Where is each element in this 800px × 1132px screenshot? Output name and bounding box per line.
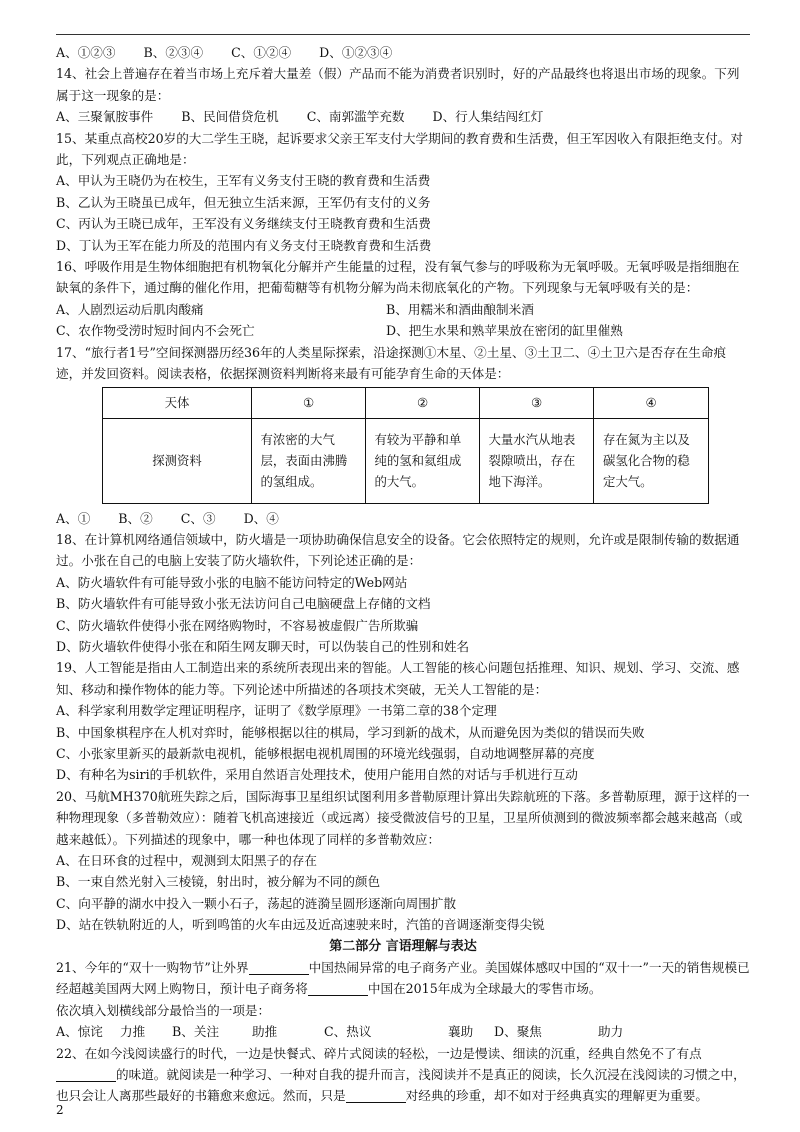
cell-text: 存在氮为主以及碳氢化合物的稳定大气。	[603, 432, 690, 489]
stem-text: 21、今年的“双十一购物节”让外界	[56, 960, 249, 976]
option: A、三聚氰胺事件	[56, 109, 154, 125]
q17-stem: 17、“旅行者1号”空间探测器历经36年的人类星际探索，沿途探测①木星、②土星、③土卫二、④土卫六是否存在生命痕迹，并发回资料。阅读表格，依据探测资料判断将来最有可能孕育生命的天体是：	[56, 344, 727, 382]
q18-stem: 18、在计算机网络通信领域中，防火墙是一项协助确保信息安全的设备。它会依照特定的规则，允许或是限制传输的数据通过。小张在自己的电脑上安装了防火墙软件，下列论述正确的是：	[56, 531, 740, 569]
option: B、②	[118, 510, 153, 526]
option: C、向平静的湖水中投入一颗小石子，荡起的涟漪呈圆形逐渐向周围扩散	[56, 895, 457, 911]
option: A、科学家利用数学定理证明程序，证明了《数学原理》一书第二章的38个定理	[56, 703, 497, 719]
fill-blank	[249, 960, 309, 975]
option: C、热议	[324, 1024, 372, 1040]
section-heading: 第二部分 言语理解与表达	[329, 938, 477, 954]
q16-stem: 16、呼吸作用是生物体细胞把有机物氧化分解并产生能量的过程，没有氧气参与的呼吸称为无氧呼吸。无氧呼吸是指细胞在缺氧的条件下，通过酶的催化作用，把葡萄糖等有机物分解为尚未彻底氧化的产物。下列现象与无氧呼吸有关的是：	[56, 259, 740, 296]
option: D、丁认为王军在能力所及的范围内有义务支付王晓教育费和生活费	[56, 237, 432, 253]
table-header-cell: ③	[480, 387, 594, 418]
option: A、甲认为王晓仍为在校生，王军有义务支付王晓的教育费和生活费	[56, 173, 431, 189]
option: D、防火墙软件使得小张在和陌生网友聊天时，可以伪装自己的性别和姓名	[56, 638, 470, 654]
option: D、行人集结闯红灯	[432, 109, 544, 125]
option: C、丙认为王晓已成年，王军没有义务继续支付王晓教育费和生活费	[56, 216, 431, 232]
cell-text: 有浓密的大气层，表面由沸腾的氢组成。	[260, 432, 348, 489]
stem-text: 中国在2015年成为全球最大的零售市场。	[367, 981, 602, 997]
table-header-cell: ①	[252, 387, 366, 418]
page-content	[56, 42, 750, 1107]
stem-text: 对经典的珍重，却不如对于经典真实的理解更为重要。	[405, 1088, 708, 1104]
page-number: 2	[56, 1103, 64, 1117]
table-cell	[252, 418, 366, 503]
option: B、乙认为王晓虽已成年，但无独立生活来源，王军仍有支付的义务	[56, 194, 431, 210]
cell-text: 大量水汽从地表裂隙喷出，存在地下海洋。	[488, 432, 576, 489]
option: A、人剧烈运动后肌肉酸痛	[56, 301, 204, 317]
option: B、一束自然光射入三棱镜，射出时，被分解为不同的颜色	[56, 874, 381, 890]
option-word: 助力	[598, 1024, 624, 1040]
option: C、③	[180, 510, 216, 526]
q21-stem	[56, 957, 750, 1000]
table-header-cell: ②	[366, 387, 480, 418]
q14-stem: 14、社会上普遍存在着当市场上充斥着大量差（假）产品而不能为消费者识别时，好的产品最终也将退出市场的现象。下列属于这一现象的是：	[56, 66, 740, 103]
option: D、有种名为siri的手机软件，采用自然语言处理技术，使用户能用自然的对话与手机进行互动	[56, 767, 578, 783]
option: D、把生水果和熟苹果放在密闭的缸里催熟	[386, 323, 623, 339]
option: A、防火墙软件有可能导致小张的电脑不能访问特定的Web网站	[56, 574, 408, 590]
table-header-cell: ④	[594, 387, 709, 418]
stem-text: 22、在如今浅阅读盛行的时代，一边是快餐式、碎片式阅读的轻松，一边是慢读、细读的沉重，经典自然免不了有点	[56, 1045, 702, 1061]
q22-stem	[56, 1043, 750, 1107]
q16-options	[56, 299, 750, 342]
fill-blank	[346, 1088, 406, 1103]
option: B、中国象棋程序在人机对弈时，能够根据以往的棋局，学习到新的战术，从而避免因为类似的错误而失败	[56, 724, 645, 740]
stem-text: 中国热闹异常的电子商务产业。美国媒体感叹中国的“双十一”一天的销售规模已经超越美国两大网上购物日，预计电子商务将	[56, 960, 750, 997]
option: B、用糯米和酒曲酿制米酒	[386, 301, 534, 317]
q21-instruction: 依次填入划横线部分最恰当的一项是：	[56, 1002, 271, 1018]
header-rule	[56, 34, 750, 35]
q20-stem: 20、马航MH370航班失踪之后，国际海事卫星组织试图利用多普勒原理计算出失踪航班的下落。多普勒原理，源于这样的一种物理现象（多普勒效应）：随着飞机高速接近（或远离）接受微波信号的卫星，卫星所侦测到的微波频率都会越来越高（或越来越低）。下列描述的现象中，哪一种也体现了同样的多普勒效应：	[56, 788, 750, 847]
probe-data-table	[102, 387, 709, 504]
option: C、小张家里新买的最新款电视机，能够根据电视机周围的环境光线强弱，自动地调整屏幕的亮度	[56, 745, 595, 761]
q17-options	[56, 508, 750, 529]
table-cell	[594, 418, 709, 503]
cell-text: 有较为平静和单纯的氢和氦组成的大气。	[374, 432, 462, 489]
option: D、④	[243, 510, 279, 526]
option: D、站在铁轨附近的人，听到鸣笛的火车由远及近高速驶来时，汽笛的音调逐渐变得尖锐	[56, 917, 545, 933]
option: C、南郭滥竽充数	[306, 109, 405, 125]
fill-blank	[308, 981, 368, 996]
option: B、②③④	[143, 45, 204, 60]
table-header-cell: 天体	[103, 387, 252, 418]
option-word: 襄助	[448, 1024, 474, 1040]
option: A、惊诧	[56, 1024, 103, 1040]
table-cell	[366, 418, 480, 503]
q13-options	[56, 42, 750, 63]
option: B、防火墙软件有可能导致小张无法访问自己电脑硬盘上存储的文档	[56, 596, 431, 612]
q19-stem: 19、人工智能是指由人工制造出来的系统所表现出来的智能。人工智能的核心问题包括推理、知识、规划、学习、交流、感知、移动和操作物体的能力等。下列论述中所描述的各项技术突破，无关人工智能的是：	[56, 660, 740, 697]
option: A、①	[56, 510, 91, 526]
fill-blank	[56, 1067, 116, 1082]
exam-page	[56, 0, 750, 1132]
stem-text: 的味道。就阅读是一种学习、一种对自我的提升而言，浅阅读并不是真正的阅读，长久沉浸在浅阅读的习惯之中，也只会让人离那些最好的书籍愈来愈远。然而，只是	[56, 1067, 746, 1104]
option: B、民间借贷危机	[181, 109, 279, 125]
option: D、聚焦	[494, 1024, 542, 1040]
option: A、在日环食的过程中，观测到太阳黑子的存在	[56, 853, 317, 868]
option: C、①②④	[231, 45, 292, 60]
table-row	[103, 418, 709, 503]
table-row-label: 探测资料	[103, 418, 252, 503]
option-word: 助推	[252, 1024, 278, 1040]
table-header-row	[103, 387, 709, 418]
option: D、①②③④	[319, 45, 393, 60]
q21-options	[56, 1021, 750, 1042]
option: C、农作物受涝时短时间内不会死亡	[56, 323, 255, 339]
q14-options	[56, 106, 750, 127]
option: A、①②③	[56, 45, 116, 60]
q15-stem: 15、某重点高校20岁的大二学生王晓，起诉要求父亲王军支付大学期间的教育费和生活费，但王军因收入有限拒绝支付。对此，下列观点正确地是：	[56, 130, 743, 168]
table-cell	[480, 418, 594, 503]
option: B、关注	[172, 1024, 220, 1040]
option: C、防火墙软件使得小张在网络购物时，不容易被虚假广告所欺骗	[56, 617, 419, 633]
option-word: 力推	[120, 1024, 146, 1040]
